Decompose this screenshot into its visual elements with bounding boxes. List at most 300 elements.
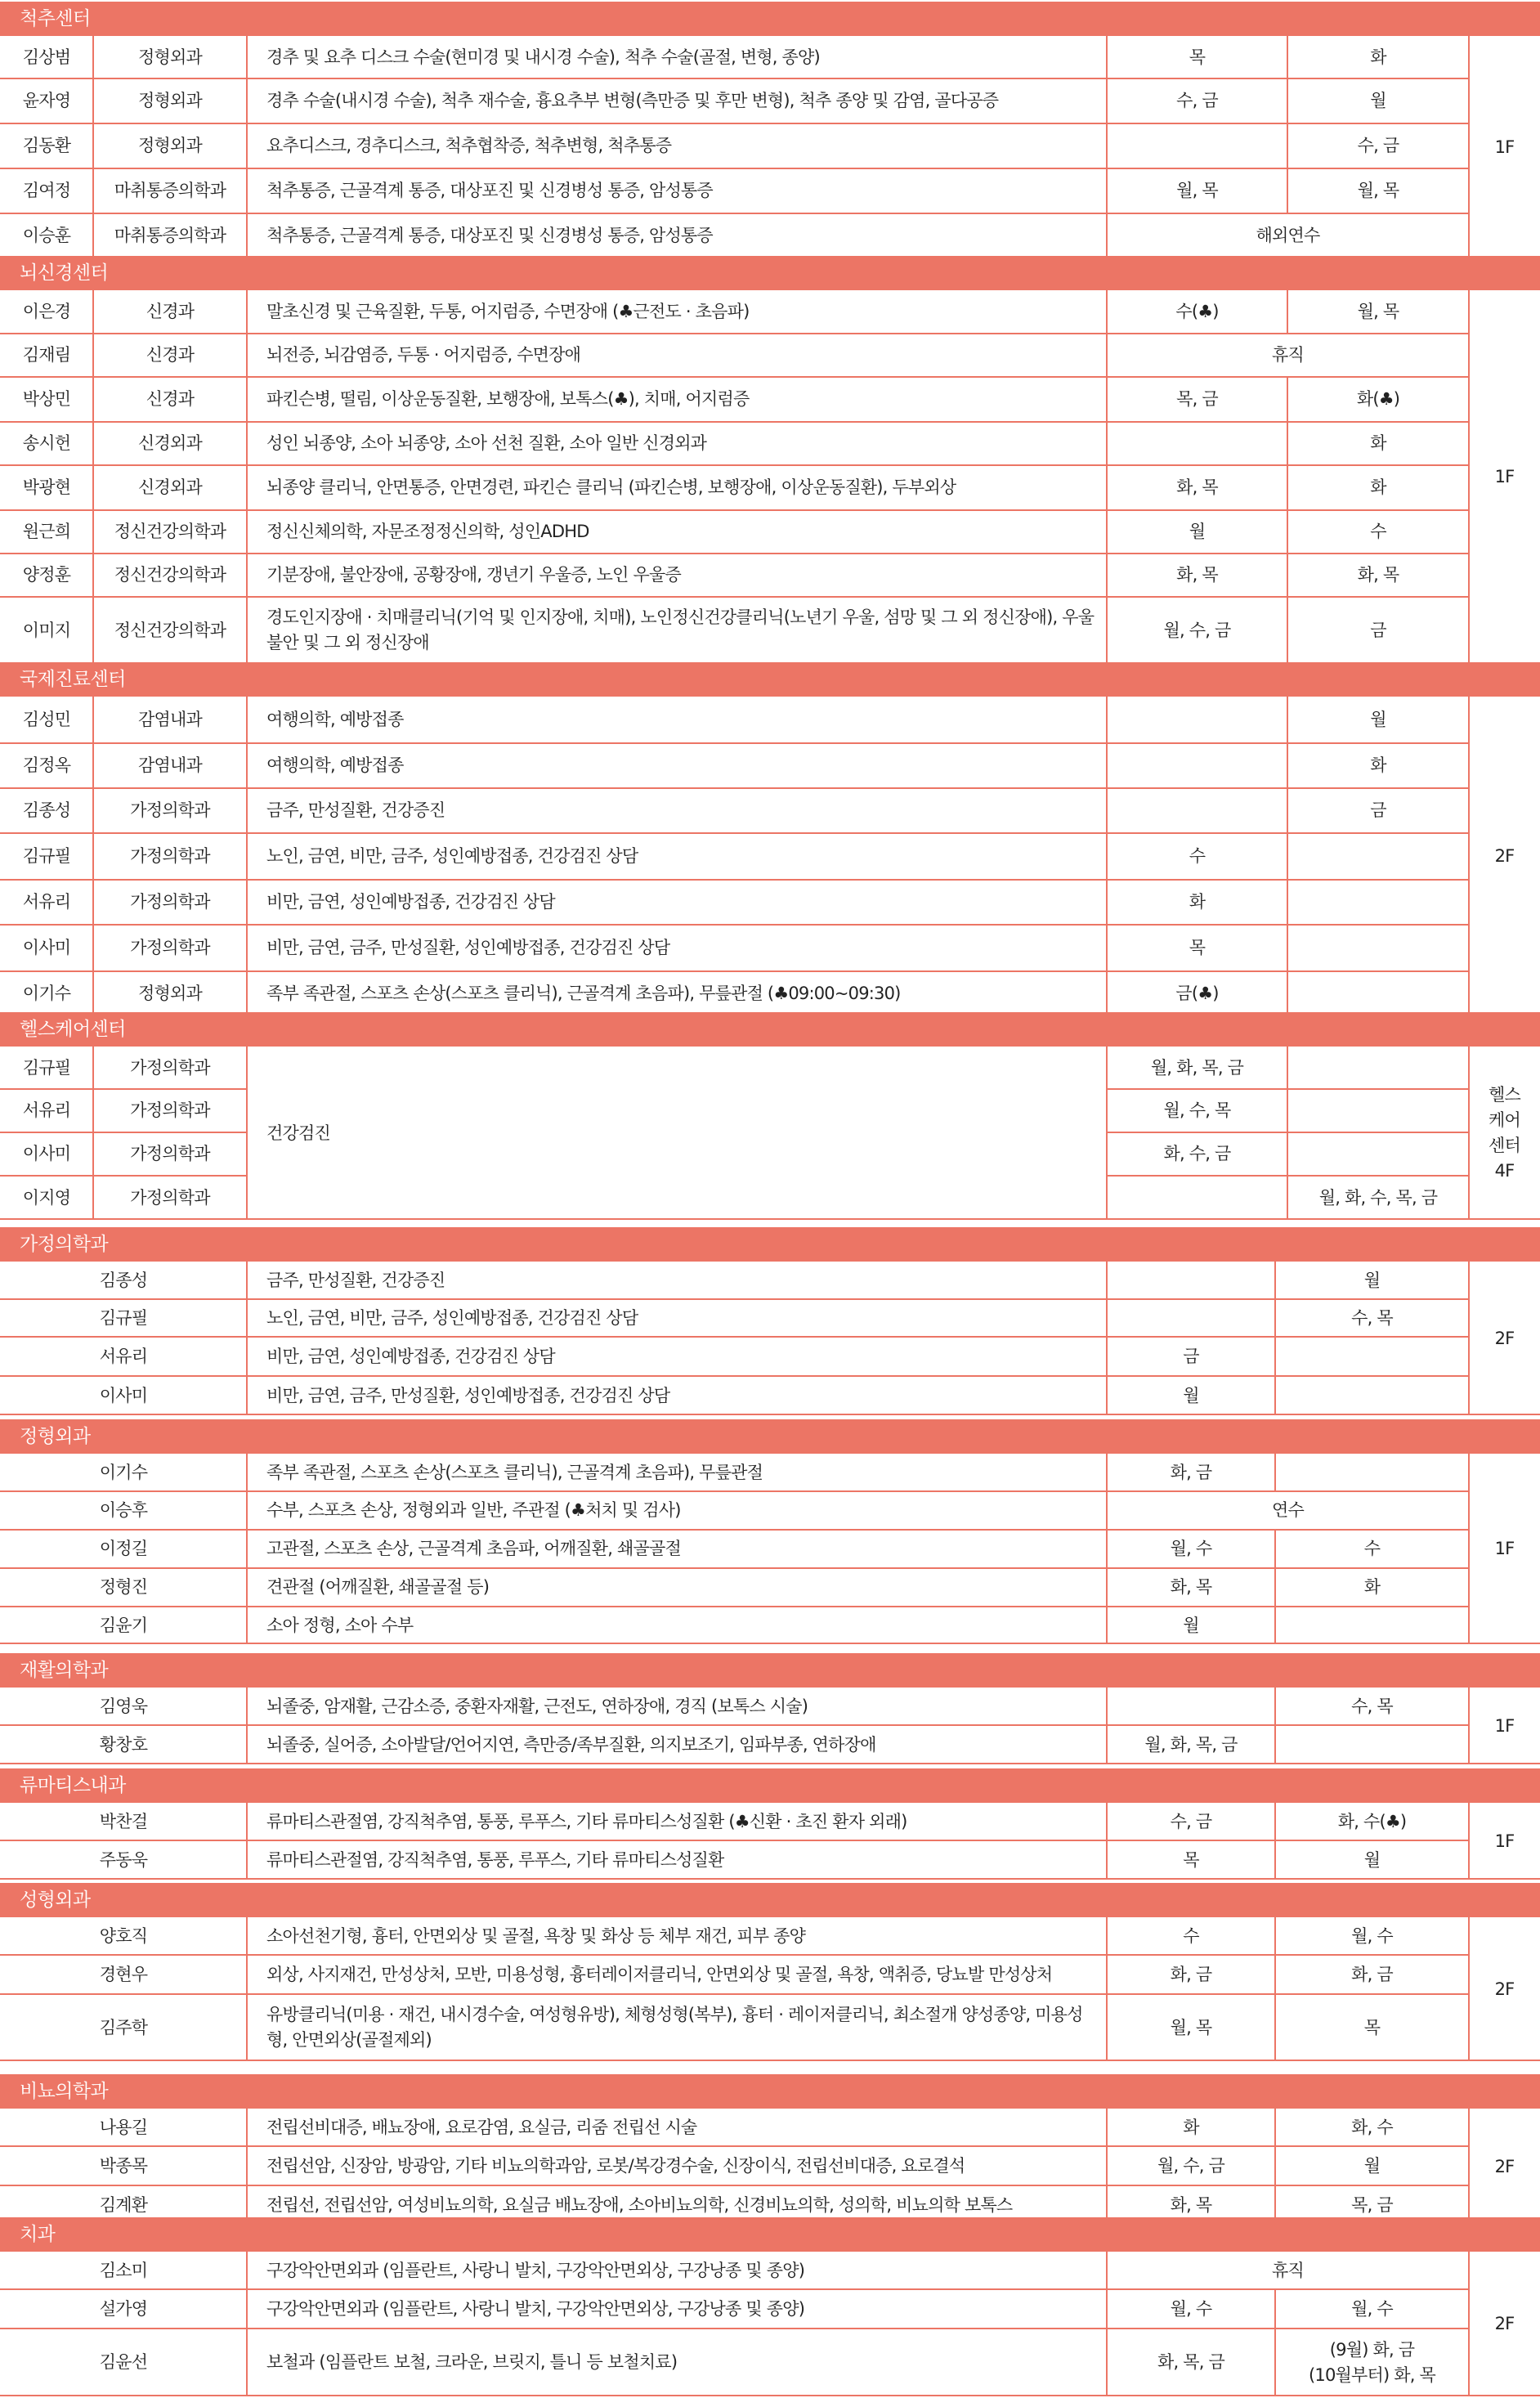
- afternoon-schedule: 수, 목: [1351, 1696, 1393, 1716]
- afternoon-schedule: 수: [1363, 1539, 1381, 1558]
- doctor-name: 황창호: [99, 1734, 148, 1755]
- column-divider: [246, 2109, 248, 2146]
- column-divider: [246, 377, 248, 422]
- doctor-name: 김계환: [99, 2194, 148, 2215]
- row-divider: [0, 1414, 1540, 1415]
- column-divider: [1287, 123, 1288, 168]
- column-divider: [1274, 2329, 1276, 2396]
- column-divider: [246, 1840, 248, 1880]
- morning-schedule: 화: [1183, 2117, 1199, 2137]
- specialty-description: 소아선천기형, 흉터, 안면외상 및 골절, 욕창 및 화상 등 체부 재건, 피부 종양: [266, 1925, 806, 1946]
- floor-location: 1F: [1494, 467, 1515, 486]
- afternoon-schedule: 화: [1370, 755, 1386, 775]
- afternoon-schedule: 월: [1363, 1849, 1381, 1870]
- department: 신경과: [145, 345, 195, 365]
- column-divider: [246, 1454, 248, 1491]
- afternoon-schedule: 월: [1363, 1270, 1381, 1290]
- column-divider: [92, 925, 94, 971]
- doctor-name: 김윤기: [99, 1615, 148, 1635]
- doctor-name: 원근희: [22, 522, 71, 541]
- doctor-name: 김소미: [99, 2260, 148, 2280]
- afternoon-schedule: [1287, 1132, 1469, 1176]
- doctor-name: 박찬걸: [99, 1811, 148, 1831]
- column-divider: [1106, 123, 1108, 168]
- morning-schedule: 목: [1189, 47, 1206, 67]
- column-divider: [92, 1047, 94, 1089]
- column-divider: [1274, 1803, 1276, 1840]
- column-divider: [92, 597, 94, 664]
- doctor-name: 김상범: [22, 47, 71, 67]
- morning-schedule: [1107, 123, 1287, 168]
- column-divider: [1287, 554, 1288, 597]
- column-divider: [1287, 697, 1288, 743]
- section-header: 정형외과: [0, 1419, 1540, 1454]
- column-divider: [246, 290, 248, 334]
- afternoon-schedule: 화, 목: [1357, 565, 1399, 585]
- doctor-name: 나용길: [99, 2117, 148, 2137]
- afternoon-schedule: 화, 금: [1351, 1964, 1393, 1984]
- specialty-description: 여행의학, 예방접종: [266, 755, 404, 775]
- doctor-name: 이사미: [22, 938, 71, 957]
- morning-schedule: [1107, 743, 1287, 788]
- column-divider: [246, 833, 248, 880]
- column-divider: [246, 971, 248, 1016]
- specialty-description: 경도인지장애 · 치매클리닉(기억 및 인지장애, 치매), 노인정신건강클리닉(노년기 우울, 섬망 및 그 외 정신장애), 우울 불안 및 그 외 정신장애: [266, 607, 1095, 652]
- morning-schedule: 월, 수, 목: [1163, 1100, 1231, 1120]
- column-divider: [1287, 971, 1288, 1016]
- specialty-description: 수부, 스포츠 손상, 정형외과 일반, 주관절 (♣처치 및 검사): [266, 1500, 681, 1520]
- afternoon-schedule: 월, 화, 수, 목, 금: [1318, 1187, 1438, 1208]
- morning-schedule: 화, 목: [1170, 1577, 1212, 1597]
- specialty-description: 비만, 금연, 성인예방접종, 건강검진 상담: [266, 892, 555, 912]
- column-divider: [1287, 597, 1288, 664]
- specialty-description: 요추디스크, 경추디스크, 척추협착증, 척추변형, 척추통증: [266, 136, 672, 155]
- section-header: 성형외과: [0, 1883, 1540, 1917]
- specialty-description: 척추통증, 근골격계 통증, 대상포진 및 신경병성 통증, 암성통증: [266, 226, 713, 245]
- column-divider: [1287, 510, 1288, 554]
- doctor-name: 김성민: [22, 710, 71, 729]
- schedule-status: 휴직: [1272, 345, 1304, 365]
- column-divider: [1106, 1607, 1108, 1644]
- department: 정신건강의학과: [114, 620, 226, 640]
- specialty-description: 경추 수술(내시경 수술), 척추 재수술, 흉요추부 변형(측만증 및 후만 변형), 척추 종양 및 감염, 골다공증: [266, 91, 999, 110]
- column-divider: [92, 788, 94, 833]
- afternoon-schedule: 화, 수(♣): [1337, 1811, 1407, 1831]
- floor-location: 1F: [1494, 1539, 1515, 1558]
- morning-schedule: 월, 수, 금: [1163, 620, 1231, 640]
- morning-schedule: [1107, 1262, 1275, 1299]
- column-divider: [246, 1530, 248, 1568]
- column-divider: [246, 510, 248, 554]
- afternoon-schedule: [1275, 1376, 1469, 1415]
- department: 정신건강의학과: [114, 522, 226, 541]
- column-divider: [246, 925, 248, 971]
- specialty-description: 고관절, 스포츠 손상, 근골격계 초음파, 어깨질환, 쇄골골절: [266, 1539, 681, 1558]
- column-divider: [1106, 880, 1108, 925]
- specialty-description: 족부 족관절, 스포츠 손상(스포츠 클리닉), 근골격계 초음파), 무릎관절: [266, 1462, 763, 1482]
- morning-schedule: 화, 금: [1170, 1964, 1212, 1984]
- column-divider: [1106, 697, 1108, 743]
- department: 정형외과: [138, 136, 202, 155]
- column-divider: [1106, 1725, 1108, 1764]
- afternoon-schedule: 월, 수: [1351, 2298, 1393, 2319]
- column-divider: [1287, 743, 1288, 788]
- column-divider: [1287, 465, 1288, 510]
- column-divider: [92, 743, 94, 788]
- afternoon-schedule: 월, 목: [1357, 181, 1399, 200]
- morning-schedule: 목: [1189, 938, 1206, 957]
- doctor-name: 김동환: [22, 136, 71, 155]
- column-divider: [92, 36, 94, 78]
- afternoon-schedule: (9월) 화, 금 (10월부터) 화, 목: [1309, 2339, 1435, 2385]
- morning-schedule: [1107, 422, 1287, 465]
- doctor-name: 박상민: [22, 389, 71, 409]
- doctor-name: 양호직: [99, 1925, 148, 1946]
- afternoon-schedule: 목: [1363, 2017, 1381, 2037]
- column-divider: [1106, 2289, 1108, 2329]
- morning-schedule: 수, 금: [1170, 1811, 1212, 1831]
- morning-schedule: 월, 수: [1170, 2298, 1212, 2319]
- column-divider: [246, 36, 248, 78]
- doctor-name: 서유리: [22, 1100, 71, 1120]
- section-header: 비뇨의학과: [0, 2074, 1540, 2109]
- afternoon-schedule: 월: [1370, 91, 1386, 110]
- floor-location: 1F: [1494, 1831, 1515, 1851]
- morning-schedule: 화: [1189, 892, 1206, 912]
- column-divider: [1106, 788, 1108, 833]
- specialty-description: 파킨슨병, 떨림, 이상운동질환, 보행장애, 보톡스(♣), 치매, 어지럼증: [266, 389, 750, 409]
- column-divider: [1274, 1454, 1276, 1491]
- doctor-name: 양정훈: [22, 565, 71, 585]
- column-divider: [246, 1607, 248, 1644]
- column-divider: [1106, 597, 1108, 664]
- column-divider: [92, 334, 94, 377]
- column-divider: [246, 465, 248, 510]
- schedule-status: 해외연수: [1256, 226, 1320, 245]
- doctor-name: 김규필: [22, 846, 71, 866]
- column-divider: [1106, 925, 1108, 971]
- department: 가정의학과: [130, 846, 210, 866]
- doctor-name: 서유리: [22, 892, 71, 912]
- specialty-description: 비만, 금연, 성인예방접종, 건강검진 상담: [266, 1346, 555, 1366]
- column-divider: [246, 213, 248, 258]
- column-divider: [1287, 290, 1288, 334]
- specialty-description: 정신신체의학, 자문조정정신의학, 성인ADHD: [266, 522, 589, 541]
- afternoon-schedule: 화: [1370, 477, 1386, 497]
- column-divider: [1106, 1994, 1108, 2061]
- column-divider: [1287, 833, 1288, 880]
- column-divider: [92, 465, 94, 510]
- morning-schedule: 화, 목: [1176, 477, 1218, 497]
- section-header: 가정의학과: [0, 1227, 1540, 1262]
- column-divider: [246, 554, 248, 597]
- column-divider: [92, 1132, 94, 1176]
- morning-schedule: 화, 금: [1170, 1462, 1212, 1482]
- specialty-description: 뇌졸중, 실어증, 소아발달/언어지연, 측만증/족부질환, 의지보조기, 임파부종, 연하장애: [266, 1734, 876, 1755]
- specialty-description: 류마티스관절염, 강직척추염, 통풍, 루푸스, 기타 류마티스성질환 (♣신환 · 초진 환자 외래): [266, 1811, 907, 1831]
- morning-schedule: 화, 목: [1176, 565, 1218, 585]
- column-divider: [246, 697, 248, 743]
- department: 정형외과: [138, 91, 202, 110]
- schedule-status: 연수: [1272, 1500, 1304, 1520]
- doctor-name: 이승후: [99, 1500, 148, 1520]
- floor-location: 2F: [1494, 846, 1515, 866]
- floor-location: 2F: [1494, 1328, 1515, 1348]
- doctor-name: 김종성: [99, 1270, 148, 1290]
- column-divider: [1106, 743, 1108, 788]
- doctor-name: 이미지: [22, 620, 71, 640]
- section-header: 척추센터: [0, 2, 1540, 36]
- section-header: 치과: [0, 2217, 1540, 2252]
- column-divider: [1106, 1376, 1108, 1415]
- column-divider: [1106, 377, 1108, 422]
- doctor-name: 경현우: [99, 1964, 148, 1984]
- department: 가정의학과: [130, 1100, 210, 1120]
- section-header: 헬스케어센터: [0, 1012, 1540, 1047]
- column-divider: [246, 2289, 248, 2329]
- column-divider: [92, 1089, 94, 1132]
- column-divider: [246, 597, 248, 664]
- morning-schedule: 월, 목: [1170, 2017, 1212, 2037]
- afternoon-schedule: [1287, 833, 1469, 880]
- morning-schedule: 월: [1189, 522, 1206, 541]
- column-divider: [1106, 1803, 1108, 1840]
- column-divider: [246, 123, 248, 168]
- floor-location: 1F: [1494, 1715, 1515, 1736]
- afternoon-schedule: 화: [1370, 47, 1386, 67]
- specialty-description: 류마티스관절염, 강직척추염, 통풍, 루푸스, 기타 류마티스성질환: [266, 1849, 724, 1870]
- column-divider: [1106, 1955, 1108, 1994]
- row-divider: [0, 1763, 1540, 1764]
- column-divider: [246, 1337, 248, 1376]
- specialty-description: 족부 족관절, 스포츠 손상(스포츠 클리닉), 근골격계 초음파), 무릎관절 (♣09:00~09:30): [266, 984, 901, 1003]
- afternoon-schedule: [1287, 925, 1469, 971]
- column-divider: [246, 1262, 248, 1299]
- morning-schedule: 수: [1189, 846, 1206, 866]
- column-divider: [92, 213, 94, 258]
- afternoon-schedule: 금: [1370, 620, 1386, 640]
- column-divider: [1106, 290, 1108, 334]
- column-divider: [246, 1955, 248, 1994]
- specialty-description: 비만, 금연, 금주, 만성질환, 성인예방접종, 건강검진 상담: [266, 938, 670, 957]
- afternoon-schedule: [1275, 1454, 1469, 1491]
- department: 가정의학과: [130, 1144, 210, 1163]
- afternoon-schedule: 목, 금: [1351, 2194, 1393, 2215]
- column-divider: [1106, 1262, 1108, 1299]
- column-divider: [1287, 1176, 1288, 1220]
- column-divider: [1106, 1568, 1108, 1607]
- column-divider: [1287, 1047, 1288, 1089]
- column-divider: [246, 2252, 248, 2289]
- doctor-name: 이정길: [99, 1539, 148, 1558]
- specialty-description: 뇌종양 클리닉, 안면통증, 안면경련, 파킨슨 클리닉 (파킨슨병, 보행장애, 이상운동질환), 두부외상: [266, 477, 956, 497]
- doctor-name: 설가영: [99, 2298, 148, 2319]
- column-divider: [1274, 1688, 1276, 1725]
- column-divider: [1106, 465, 1108, 510]
- morning-schedule: 화, 목, 금: [1157, 2352, 1224, 2372]
- specialty-description: 외상, 사지재건, 만성상처, 모반, 미용성형, 흉터레이저클리닉, 안면외상 및 골절, 욕창, 액취증, 당뇨발 만성상처: [266, 1964, 1053, 1984]
- specialty-description: 뇌졸중, 암재활, 근감소증, 중환자재활, 근전도, 연하장애, 경직 (보톡스 시술): [266, 1696, 808, 1716]
- department: 가정의학과: [130, 1187, 210, 1208]
- doctor-name: 윤자영: [22, 91, 71, 110]
- afternoon-schedule: [1287, 1089, 1469, 1132]
- column-divider: [92, 554, 94, 597]
- column-divider: [1106, 168, 1108, 213]
- column-divider: [246, 880, 248, 925]
- department: 정신건강의학과: [114, 565, 226, 585]
- column-divider: [1274, 2146, 1276, 2185]
- floor-location: 2F: [1494, 1979, 1515, 1999]
- department: 정형외과: [138, 47, 202, 67]
- column-divider: [92, 1176, 94, 1220]
- morning-schedule: 월: [1183, 1615, 1199, 1635]
- column-divider: [1106, 1299, 1108, 1337]
- column-divider: [1106, 36, 1108, 78]
- morning-schedule: 월, 수, 금: [1157, 2155, 1224, 2176]
- column-divider: [246, 1299, 248, 1337]
- afternoon-schedule: [1287, 971, 1469, 1016]
- doctor-name: 이승훈: [22, 226, 71, 245]
- afternoon-schedule: [1275, 1725, 1469, 1764]
- column-divider: [246, 422, 248, 465]
- afternoon-schedule: 수, 목: [1351, 1307, 1393, 1328]
- afternoon-schedule: 금: [1370, 800, 1386, 820]
- specialty-description: 기분장애, 불안장애, 공황장애, 갱년기 우울증, 노인 우울증: [266, 565, 681, 585]
- doctor-name: 김종성: [22, 800, 71, 820]
- doctor-name: 박종목: [99, 2155, 148, 2176]
- column-divider: [1106, 1688, 1108, 1725]
- column-divider: [1274, 2289, 1276, 2329]
- column-divider: [1106, 1491, 1108, 1530]
- specialty-description: 척추통증, 근골격계 통증, 대상포진 및 신경병성 통증, 암성통증: [266, 181, 713, 200]
- floor-location: 1F: [1494, 137, 1515, 157]
- row-divider: [0, 2060, 1540, 2061]
- column-divider: [92, 168, 94, 213]
- column-divider: [1106, 2252, 1108, 2289]
- column-divider: [1287, 788, 1288, 833]
- doctor-name: 이사미: [99, 1385, 148, 1405]
- column-divider: [246, 2329, 248, 2396]
- section-header: 재활의학과: [0, 1653, 1540, 1688]
- department: 가정의학과: [130, 800, 210, 820]
- doctor-name: 송시헌: [22, 433, 71, 453]
- morning-schedule: 금(♣): [1175, 984, 1219, 1003]
- column-divider: [246, 1376, 248, 1415]
- morning-schedule: 수(♣): [1175, 302, 1219, 321]
- specialty-description: 경추 및 요추 디스크 수술(현미경 및 내시경 수술), 척추 수술(골절, 변형, 종양): [266, 47, 820, 67]
- morning-schedule: 월, 수: [1170, 1539, 1212, 1558]
- afternoon-schedule: 월: [1370, 710, 1386, 729]
- schedule-status: 휴직: [1272, 2260, 1304, 2280]
- column-divider: [1274, 1299, 1276, 1337]
- column-divider: [1287, 422, 1288, 465]
- column-divider: [92, 78, 94, 123]
- column-divider: [246, 334, 248, 377]
- column-divider: [92, 290, 94, 334]
- specialty-description: 노인, 금연, 비만, 금주, 성인예방접종, 건강검진 상담: [266, 846, 638, 866]
- morning-schedule: 월, 목: [1176, 181, 1218, 200]
- column-divider: [92, 880, 94, 925]
- department: 감염내과: [138, 710, 202, 729]
- column-divider: [1287, 36, 1288, 78]
- column-divider: [246, 78, 248, 123]
- column-divider: [1274, 1725, 1276, 1764]
- column-divider: [246, 1688, 248, 1725]
- afternoon-schedule: 월, 수: [1351, 1925, 1393, 1946]
- specialty-description: 전립선비대증, 배뇨장애, 요로감염, 요실금, 리줌 전립선 시술: [266, 2117, 697, 2137]
- column-divider: [1287, 925, 1288, 971]
- section-header: 국제진료센터: [0, 662, 1540, 697]
- column-divider: [1106, 971, 1108, 1016]
- column-divider: [1274, 1530, 1276, 1568]
- column-divider: [246, 1491, 248, 1530]
- column-divider: [1287, 1132, 1288, 1176]
- specialty-description: 견관절 (어깨질환, 쇄골골절 등): [266, 1577, 490, 1597]
- afternoon-schedule: 화, 수: [1351, 2117, 1393, 2137]
- morning-schedule: [1107, 1176, 1287, 1220]
- column-divider: [1106, 213, 1108, 258]
- specialty-description: 뇌전증, 뇌감염증, 두통 · 어지럼증, 수면장애: [266, 345, 581, 365]
- morning-schedule: 화, 수, 금: [1163, 1144, 1231, 1163]
- column-divider: [1287, 78, 1288, 123]
- morning-schedule: [1107, 1299, 1275, 1337]
- doctor-name: 이은경: [22, 302, 71, 321]
- specialty-description: 말초신경 및 근육질환, 두통, 어지럼증, 수면장애 (♣근전도 · 초음파): [266, 302, 750, 321]
- column-divider: [246, 788, 248, 833]
- department: 정형외과: [138, 984, 202, 1003]
- column-divider: [1106, 510, 1108, 554]
- row-divider: [0, 2395, 1540, 2396]
- section-header: 류마티스내과: [0, 1768, 1540, 1803]
- doctor-name: 김규필: [99, 1307, 148, 1328]
- row-divider: [0, 1643, 1540, 1644]
- morning-schedule: 수, 금: [1176, 91, 1218, 110]
- morning-schedule: 월, 화, 목, 금: [1144, 1734, 1238, 1755]
- column-divider: [1106, 1454, 1108, 1491]
- column-divider: [1106, 78, 1108, 123]
- doctor-name: 김주학: [99, 2017, 148, 2037]
- doctor-name: 이사미: [22, 1144, 71, 1163]
- column-divider: [246, 743, 248, 788]
- afternoon-schedule: 수: [1370, 522, 1386, 541]
- doctor-name: 이기수: [22, 984, 71, 1003]
- specialty-description: 유방클리닉(미용 · 재건, 내시경수술, 여성형유방), 체형성형(복부), 흉터 · 레이저클리닉, 최소절개 양성종양, 미용성형, 안면외상(골절제외): [266, 2005, 1083, 2050]
- afternoon-schedule: [1275, 1607, 1469, 1644]
- column-divider: [1106, 1337, 1108, 1376]
- doctor-name: 서유리: [99, 1346, 148, 1366]
- column-divider: [246, 1725, 248, 1764]
- department: 마취통증의학과: [114, 181, 226, 200]
- column-divider: [1274, 1337, 1276, 1376]
- doctor-name: 김정옥: [22, 755, 71, 775]
- column-divider: [1274, 2109, 1276, 2146]
- column-divider: [1274, 1955, 1276, 1994]
- specialty-description: 전립선, 전립선암, 여성비뇨의학, 요실금 배뇨장애, 소아비뇨의학, 신경비뇨의학, 성의학, 비뇨의학 보톡스: [266, 2194, 1013, 2215]
- doctor-name: 이기수: [99, 1462, 148, 1482]
- department: 감염내과: [138, 755, 202, 775]
- morning-schedule: [1107, 788, 1287, 833]
- column-divider: [246, 1994, 248, 2061]
- row-divider: [0, 1878, 1540, 1880]
- column-divider: [1274, 1840, 1276, 1880]
- specialty-description: 구강악안면외과 (임플란트, 사랑니 발치, 구강악안면외상, 구강낭종 및 종양): [266, 2298, 805, 2319]
- afternoon-schedule: 수, 금: [1357, 136, 1399, 155]
- department: 마취통증의학과: [114, 226, 226, 245]
- specialty-description: 소아 정형, 소아 수부: [266, 1615, 414, 1635]
- column-divider: [1274, 1262, 1276, 1299]
- column-divider: [1287, 377, 1288, 422]
- column-divider: [92, 422, 94, 465]
